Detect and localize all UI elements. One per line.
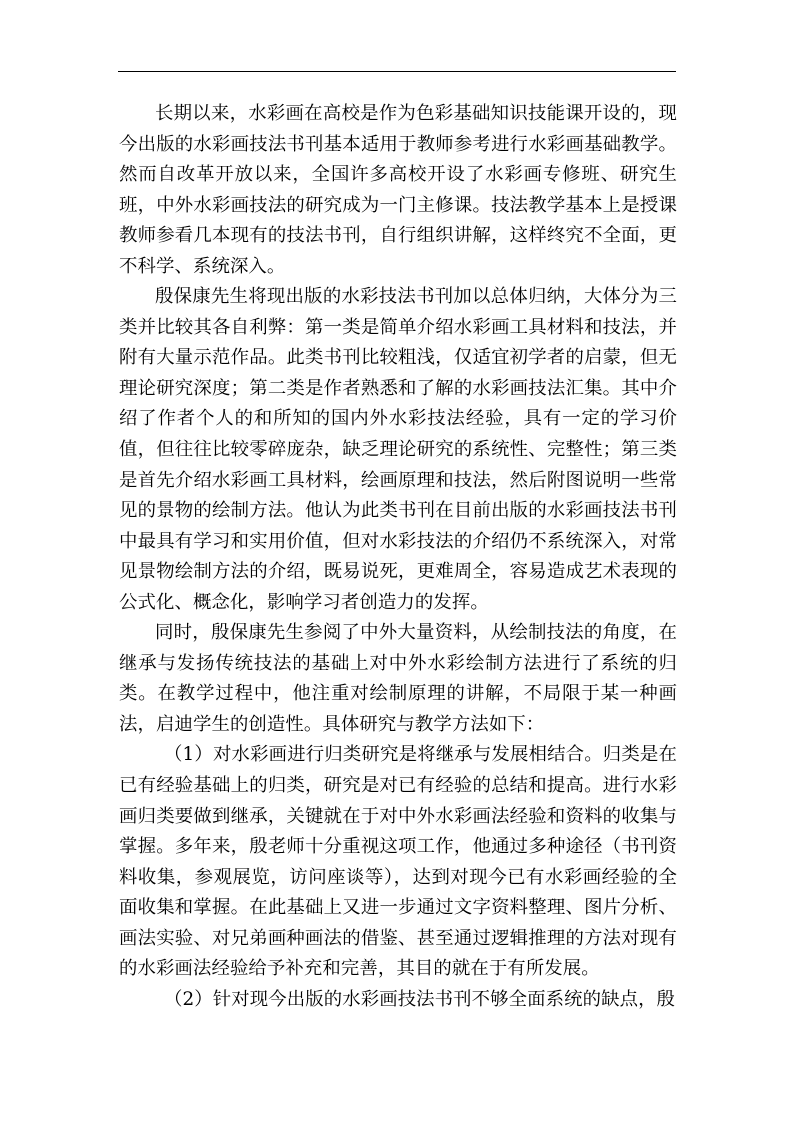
- paragraph-history: 长期以来，水彩画在高校是作为色彩基础知识技能课开设的，现今出版的水彩画技法书刊基本适用于教师参考进行水彩画基础教学。然而自改革开放以来，全国许多高校开设了水彩画专修班、研究生班，中外水彩画技法的研究成为一门主修课。技法教学基本上是授课教师参看几本现有的技法书刊，自行组织讲解，这样终究不全面，更不科学、系统深入。: [119, 103, 677, 277]
- paragraph-book-categories: 殷保康先生将现出版的水彩技法书刊加以总体归纳，大体分为三类并比较其各自利弊：第一类是简单介绍水彩画工具材料和技法，并附有大量示范作品。此类书刊比较粗浅，仅适宜初学者的启蒙，但无理论研究深度；第二类是作者熟悉和了解的水彩画技法汇集。其中介绍了作者个人的和所知的国内外水彩技法经验，具有一定的学习价值，但往往比较零碎庞杂，缺乏理论研究的系统性、完整性；第三类是首先介绍水彩画工具材料，绘画原理和技法，然后附图说明一些常见的景物的绘制方法。他认为此类书刊在目前出版的水彩画技法书刊中最具有学习和实用价值，但对水彩技法的介绍仍不系统深入，对常见景物绘制方法的介绍，既易说死，更难周全，容易造成艺术表现的公式化、概念化，影响学习者创造力的发挥。: [119, 286, 677, 613]
- list-item-1: （1）对水彩画进行归类研究是将继承与发展相结合。归类是在已有经验基础上的归类，研究是对已有经验的总结和提高。进行水彩画归类要做到继承，关键就在于对中外水彩画法经验和资料的收集与掌握。多年来，殷老师十分重视这项工作，他通过多种途径（书刊资料收集，参观展览，访问座谈等），达到对现今已有水彩画经验的全面收集和掌握。在此基础上又进一步通过文字资料整理、图片分析、画法实验、对兄弟画种画法的借鉴、甚至通过逻辑推理的方法对现有的水彩画法经验给予补充和完善，其目的就在于有所发展。: [119, 744, 677, 980]
- body-text: [119, 99, 677, 1015]
- paragraph-research-method: 同时，殷保康先生参阅了中外大量资料，从绘制技法的角度，在继承与发扬传统技法的基础上对中外水彩绘制方法进行了系统的归类。在教学过程中，他注重对绘制原理的讲解，不局限于某一种画法，启迪学生的创造性。具体研究与教学方法如下：: [119, 622, 677, 735]
- list-item-2: （2）针对现今出版的水彩画技法书刊不够全面系统的缺点，殷: [164, 988, 676, 1010]
- header-rule: [118, 71, 676, 72]
